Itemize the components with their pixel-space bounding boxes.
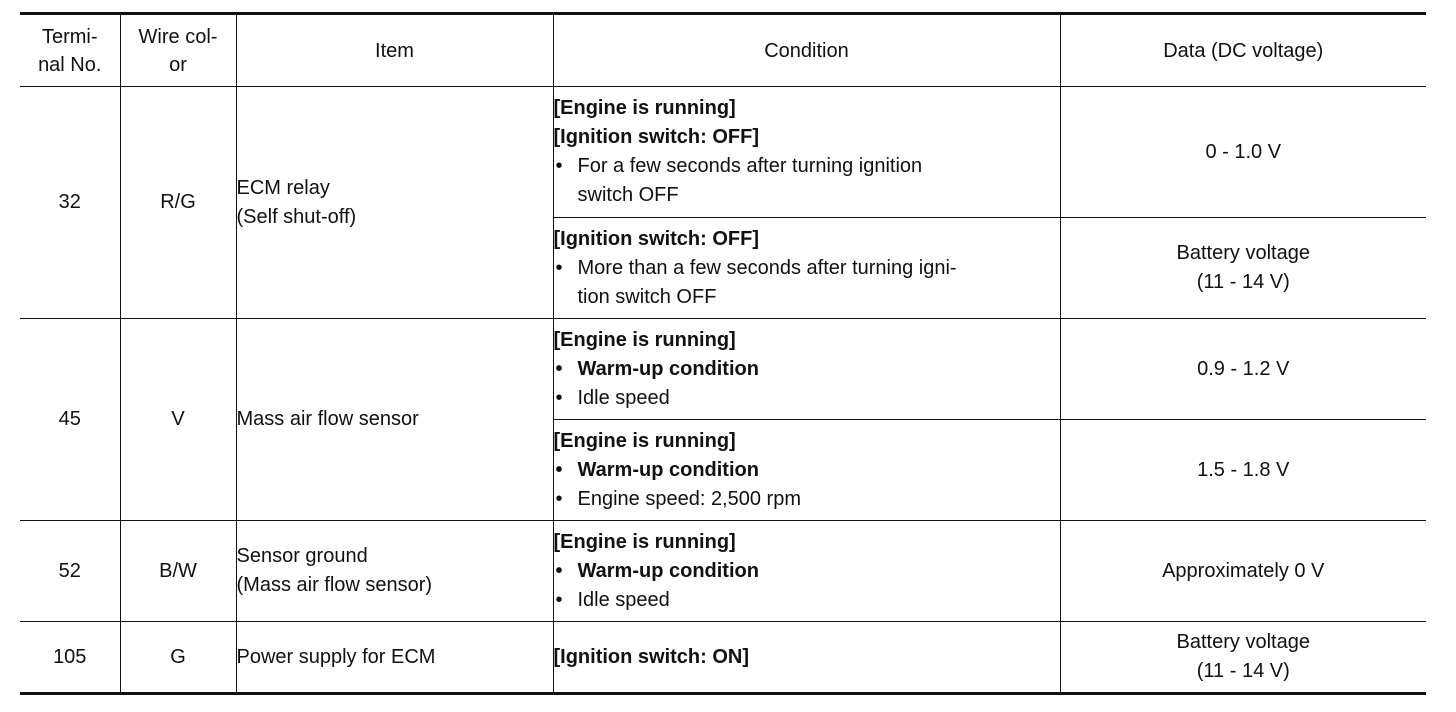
item-description: Sensor ground (Mass air flow sensor) [236, 521, 553, 622]
data-value: Battery voltage (11 - 14 V) [1060, 218, 1426, 319]
table-row [20, 87, 1426, 218]
header-item: Item [236, 14, 553, 87]
bullet-item: • Idle speed [554, 586, 1060, 615]
table-row [20, 319, 1426, 420]
condition-cell: [Engine is running] • Warm-up condition • Idle speed [553, 319, 1060, 420]
terminal-number: 32 [20, 87, 120, 319]
bullet-item: • For a few seconds after turning ignition switch OFF [554, 152, 1060, 210]
condition-cell: [Engine is running] • Warm-up condition • Engine speed: 2,500 rpm [553, 420, 1060, 521]
bullet-item: • More than a few seconds after turning igni- tion switch OFF [554, 254, 1060, 312]
wire-color: G [120, 622, 236, 694]
terminal-number: 52 [20, 521, 120, 622]
data-value: 0.9 - 1.2 V [1060, 319, 1426, 420]
wire-color: R/G [120, 87, 236, 319]
terminal-number: 105 [20, 622, 120, 694]
header-data: Data (DC voltage) [1060, 14, 1426, 87]
table-row [20, 622, 1426, 694]
bullet-item: • Idle speed [554, 384, 1060, 413]
bullet-item: • Engine speed: 2,500 rpm [554, 485, 1060, 514]
wire-color: B/W [120, 521, 236, 622]
terminal-number: 45 [20, 319, 120, 521]
header-wire-color: Wire col- or [120, 14, 236, 87]
condition-cell: [Engine is running] [Ignition switch: OFF] • For a few seconds after turning ignition switch OFF [553, 87, 1060, 218]
bullet-item: • Warm-up condition [554, 456, 1060, 485]
data-value: Approximately 0 V [1060, 521, 1426, 622]
condition-cell: [Engine is running] • Warm-up condition • Idle speed [553, 521, 1060, 622]
data-value: 1.5 - 1.8 V [1060, 420, 1426, 521]
header-condition: Condition [553, 14, 1060, 87]
header-row [20, 14, 1426, 87]
data-value: 0 - 1.0 V [1060, 87, 1426, 218]
bullet-item: • Warm-up condition [554, 557, 1060, 586]
ecm-terminal-table [20, 12, 1426, 695]
header-terminal-no: Termi- nal No. [20, 14, 120, 87]
item-description: Mass air flow sensor [236, 319, 553, 521]
table-row [20, 521, 1426, 622]
wire-color: V [120, 319, 236, 521]
data-value: Battery voltage (11 - 14 V) [1060, 622, 1426, 694]
condition-cell: [Ignition switch: OFF] • More than a few seconds after turning igni- tion switch OFF [553, 218, 1060, 319]
item-description: ECM relay (Self shut-off) [236, 87, 553, 319]
bullet-item: • Warm-up condition [554, 355, 1060, 384]
condition-cell: [Ignition switch: ON] [553, 622, 1060, 694]
item-description: Power supply for ECM [236, 622, 553, 694]
